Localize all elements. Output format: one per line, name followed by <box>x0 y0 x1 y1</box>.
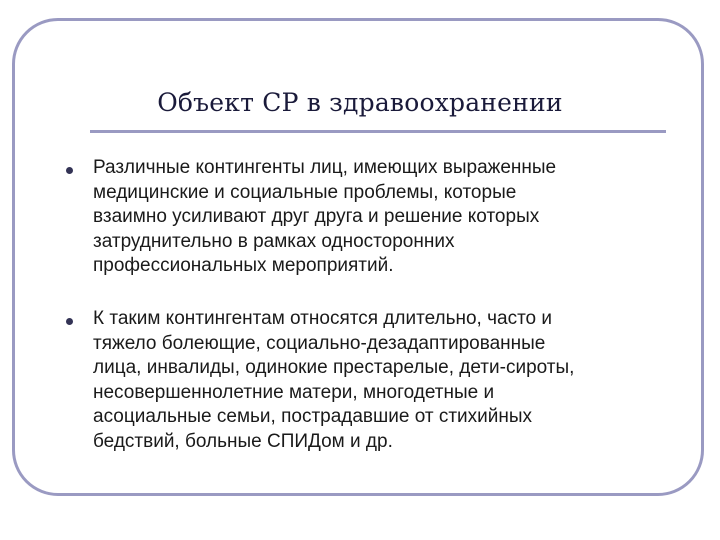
bullet-line: затруднительно в рамках односторонних <box>93 230 455 252</box>
bullet-line: лица, инвалиды, одинокие престарелые, дети-сироты, <box>93 357 575 378</box>
bullet-dot-icon <box>66 167 73 174</box>
bullet-line: тяжело болеющие, социально-дезадаптированные <box>93 332 546 354</box>
bullet-text <box>93 156 673 279</box>
bullet-line: К таким контингентам относятся длительно, часто и <box>93 308 553 329</box>
bullet-line: бедствий, больные СПИДом и др. <box>93 430 393 452</box>
slide-title: Объект СР в здравоохранении <box>157 88 563 117</box>
bullet-dot-icon <box>66 318 73 325</box>
bullet-text <box>93 307 673 454</box>
bullet-line: профессиональных мероприятий. <box>93 255 394 276</box>
bullet-line: несовершеннолетние матери, многодетные и <box>93 381 495 403</box>
bullet-line: асоциальные семьи, пострадавшие от стихийных <box>93 406 533 427</box>
bullet-line: медицинские и социальные проблемы, которые <box>93 181 517 203</box>
bullet-line: взаимно усиливают друг друга и решение которых <box>93 206 540 227</box>
bullet-line: Различные контингенты лиц, имеющих выраженные <box>93 157 557 178</box>
